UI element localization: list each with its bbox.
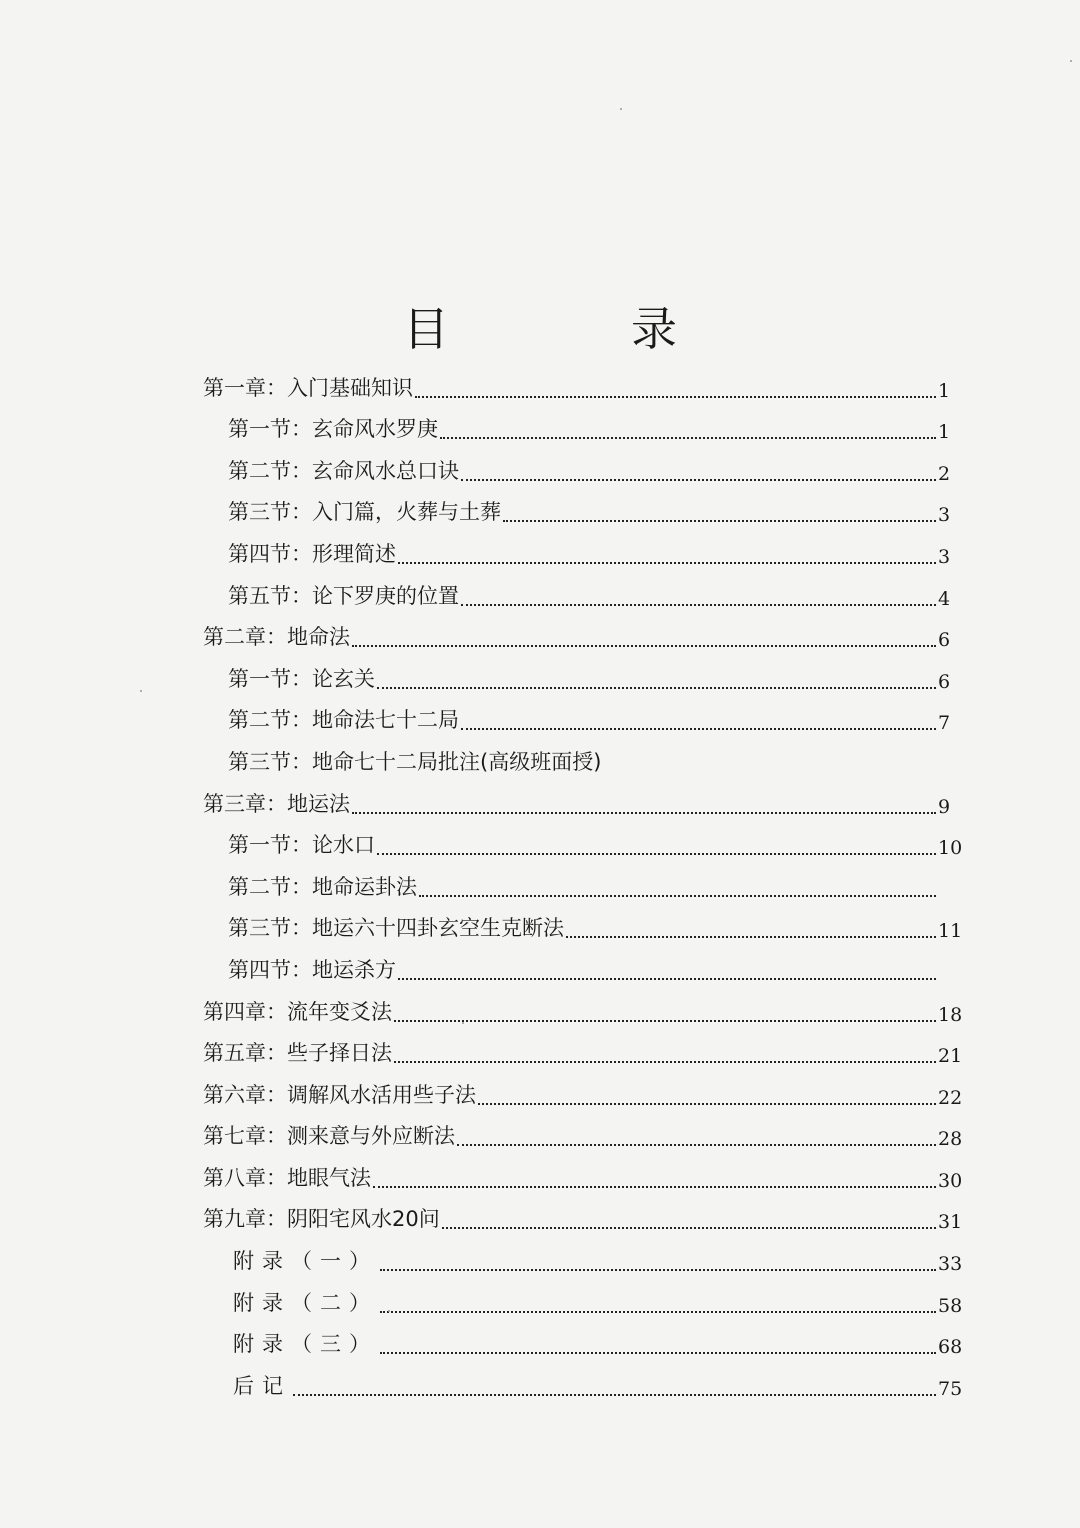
toc-entry-label: 第五章：些子择日法: [203, 1041, 392, 1066]
toc-entry-label: 附录（三）: [233, 1332, 378, 1357]
toc-entry-label: 第二章：地命法: [203, 625, 350, 650]
toc-entry: [0, 443, 1080, 485]
toc-leader-dots: [293, 1372, 936, 1396]
toc-entry-label: 第九章：阴阳宅风水20问: [203, 1207, 440, 1232]
toc-leader-dots: [478, 1081, 936, 1105]
scan-speck: [140, 690, 142, 692]
toc-leader-dots: [457, 1122, 936, 1146]
toc-entry-label: 第三节：地命七十二局批注(高级班面授): [228, 749, 602, 774]
toc-page-number: 2: [938, 462, 951, 485]
toc-page-number: 7: [938, 712, 951, 735]
toc-leader-dots: [566, 914, 936, 938]
toc-page-number: 11: [938, 920, 963, 943]
toc-entry-label: 附录（二）: [233, 1290, 378, 1315]
toc-page-number: 28: [938, 1128, 963, 1151]
toc-leader-dots: [380, 1289, 936, 1313]
table-of-contents: [0, 360, 1080, 1400]
toc-leader-dots: [461, 706, 936, 730]
toc-entry: [0, 1233, 1080, 1275]
toc-entry: [0, 734, 1080, 776]
toc-entry-label: 第四节：形理简述: [228, 541, 396, 566]
toc-entry: [0, 1192, 1080, 1234]
toc-page-number: 68: [938, 1336, 963, 1359]
toc-page-number: 22: [938, 1086, 963, 1109]
scan-speck: [388, 1310, 390, 1312]
toc-entry-label: 第六章：调解风水活用些子法: [203, 1082, 476, 1107]
toc-entry: [0, 859, 1080, 901]
toc-page-number: 9: [938, 795, 951, 818]
toc-page-number: 6: [938, 670, 951, 693]
toc-entry: [0, 984, 1080, 1026]
toc-entry-label: 第三节：入门篇，火葬与土葬: [228, 500, 501, 525]
scan-speck: [620, 108, 622, 110]
toc-leader-dots: [394, 1039, 936, 1063]
toc-page-number: 1: [938, 421, 951, 444]
toc-leader-dots: [377, 831, 936, 855]
toc-leader-dots: [380, 1247, 936, 1271]
toc-leader-dots: [419, 873, 936, 897]
toc-page-number: 4: [938, 587, 951, 610]
toc-leader-dots: [352, 790, 936, 814]
toc-entry: [0, 360, 1080, 402]
toc-leader-dots: [398, 956, 936, 980]
toc-page-number: 21: [938, 1045, 963, 1068]
toc-entry: [0, 651, 1080, 693]
toc-entry-label: 第四章：流年变爻法: [203, 999, 392, 1024]
toc-leader-dots: [503, 498, 936, 522]
toc-page-number: 75: [938, 1377, 963, 1400]
toc-entry-label: 第二节：地命法七十二局: [228, 708, 459, 733]
toc-leader-dots: [352, 623, 936, 647]
toc-entry: [0, 776, 1080, 818]
toc-page-number: 3: [938, 504, 951, 527]
toc-leader-dots: [394, 998, 936, 1022]
toc-leader-dots: [440, 415, 936, 439]
toc-entry: [0, 402, 1080, 444]
toc-page-number: 33: [938, 1253, 963, 1276]
toc-entry-label: 第一节：玄命风水罗庚: [228, 417, 438, 442]
toc-entry-label: 第二节：玄命风水总口诀: [228, 458, 459, 483]
toc-page-number: 18: [938, 1003, 963, 1026]
toc-entry: [0, 1275, 1080, 1317]
toc-leader-dots: [415, 374, 936, 398]
toc-entry-label: 第一章：入门基础知识: [203, 375, 413, 400]
toc-leader-dots: [398, 540, 936, 564]
toc-entry: [0, 1317, 1080, 1359]
toc-entry: [0, 610, 1080, 652]
toc-entry: [0, 1067, 1080, 1109]
toc-page-number: 10: [938, 837, 963, 860]
toc-entry: [0, 693, 1080, 735]
toc-leader-dots: [373, 1164, 936, 1188]
toc-entry: [0, 1026, 1080, 1068]
toc-entry-label: 第三章：地运法: [203, 791, 350, 816]
toc-page-number: 58: [938, 1294, 963, 1317]
toc-page-number: 6: [938, 629, 951, 652]
page-title: 目 录: [403, 301, 745, 356]
toc-leader-dots: [380, 1330, 936, 1354]
toc-entry: [0, 526, 1080, 568]
toc-entry: [0, 568, 1080, 610]
toc-entry: [0, 1109, 1080, 1151]
toc-entry: [0, 818, 1080, 860]
toc-entry-label: 第五节：论下罗庚的位置: [228, 583, 459, 608]
toc-entry-label: 附录（一）: [233, 1249, 378, 1274]
scan-speck: [1070, 60, 1072, 62]
toc-entry-label: 后记: [233, 1373, 291, 1398]
toc-entry-label: 第七章：测来意与外应断法: [203, 1124, 455, 1149]
toc-leader-dots: [377, 665, 936, 689]
toc-entry-label: 第一节：论玄关: [228, 666, 375, 691]
toc-entry-label: 第三节：地运六十四卦玄空生克断法: [228, 916, 564, 941]
toc-leader-dots: [461, 582, 936, 606]
toc-entry: [0, 901, 1080, 943]
toc-entry: [0, 1150, 1080, 1192]
toc-entry-label: 第二节：地命运卦法: [228, 874, 417, 899]
toc-page-number: 1: [938, 379, 951, 402]
toc-entry-label: 第八章：地眼气法: [203, 1165, 371, 1190]
toc-entry: [0, 1358, 1080, 1400]
toc-entry: [0, 942, 1080, 984]
toc-entry: [0, 485, 1080, 527]
toc-leader-dots: [461, 457, 936, 481]
toc-entry-label: 第四节：地运杀方: [228, 957, 396, 982]
toc-leader-dots: [442, 1205, 936, 1229]
toc-entry-label: 第一节：论水口: [228, 833, 375, 858]
scan-speck: [462, 1022, 464, 1024]
toc-page-number: 3: [938, 545, 951, 568]
toc-page-number: 31: [938, 1211, 963, 1234]
toc-page-number: 30: [938, 1169, 963, 1192]
